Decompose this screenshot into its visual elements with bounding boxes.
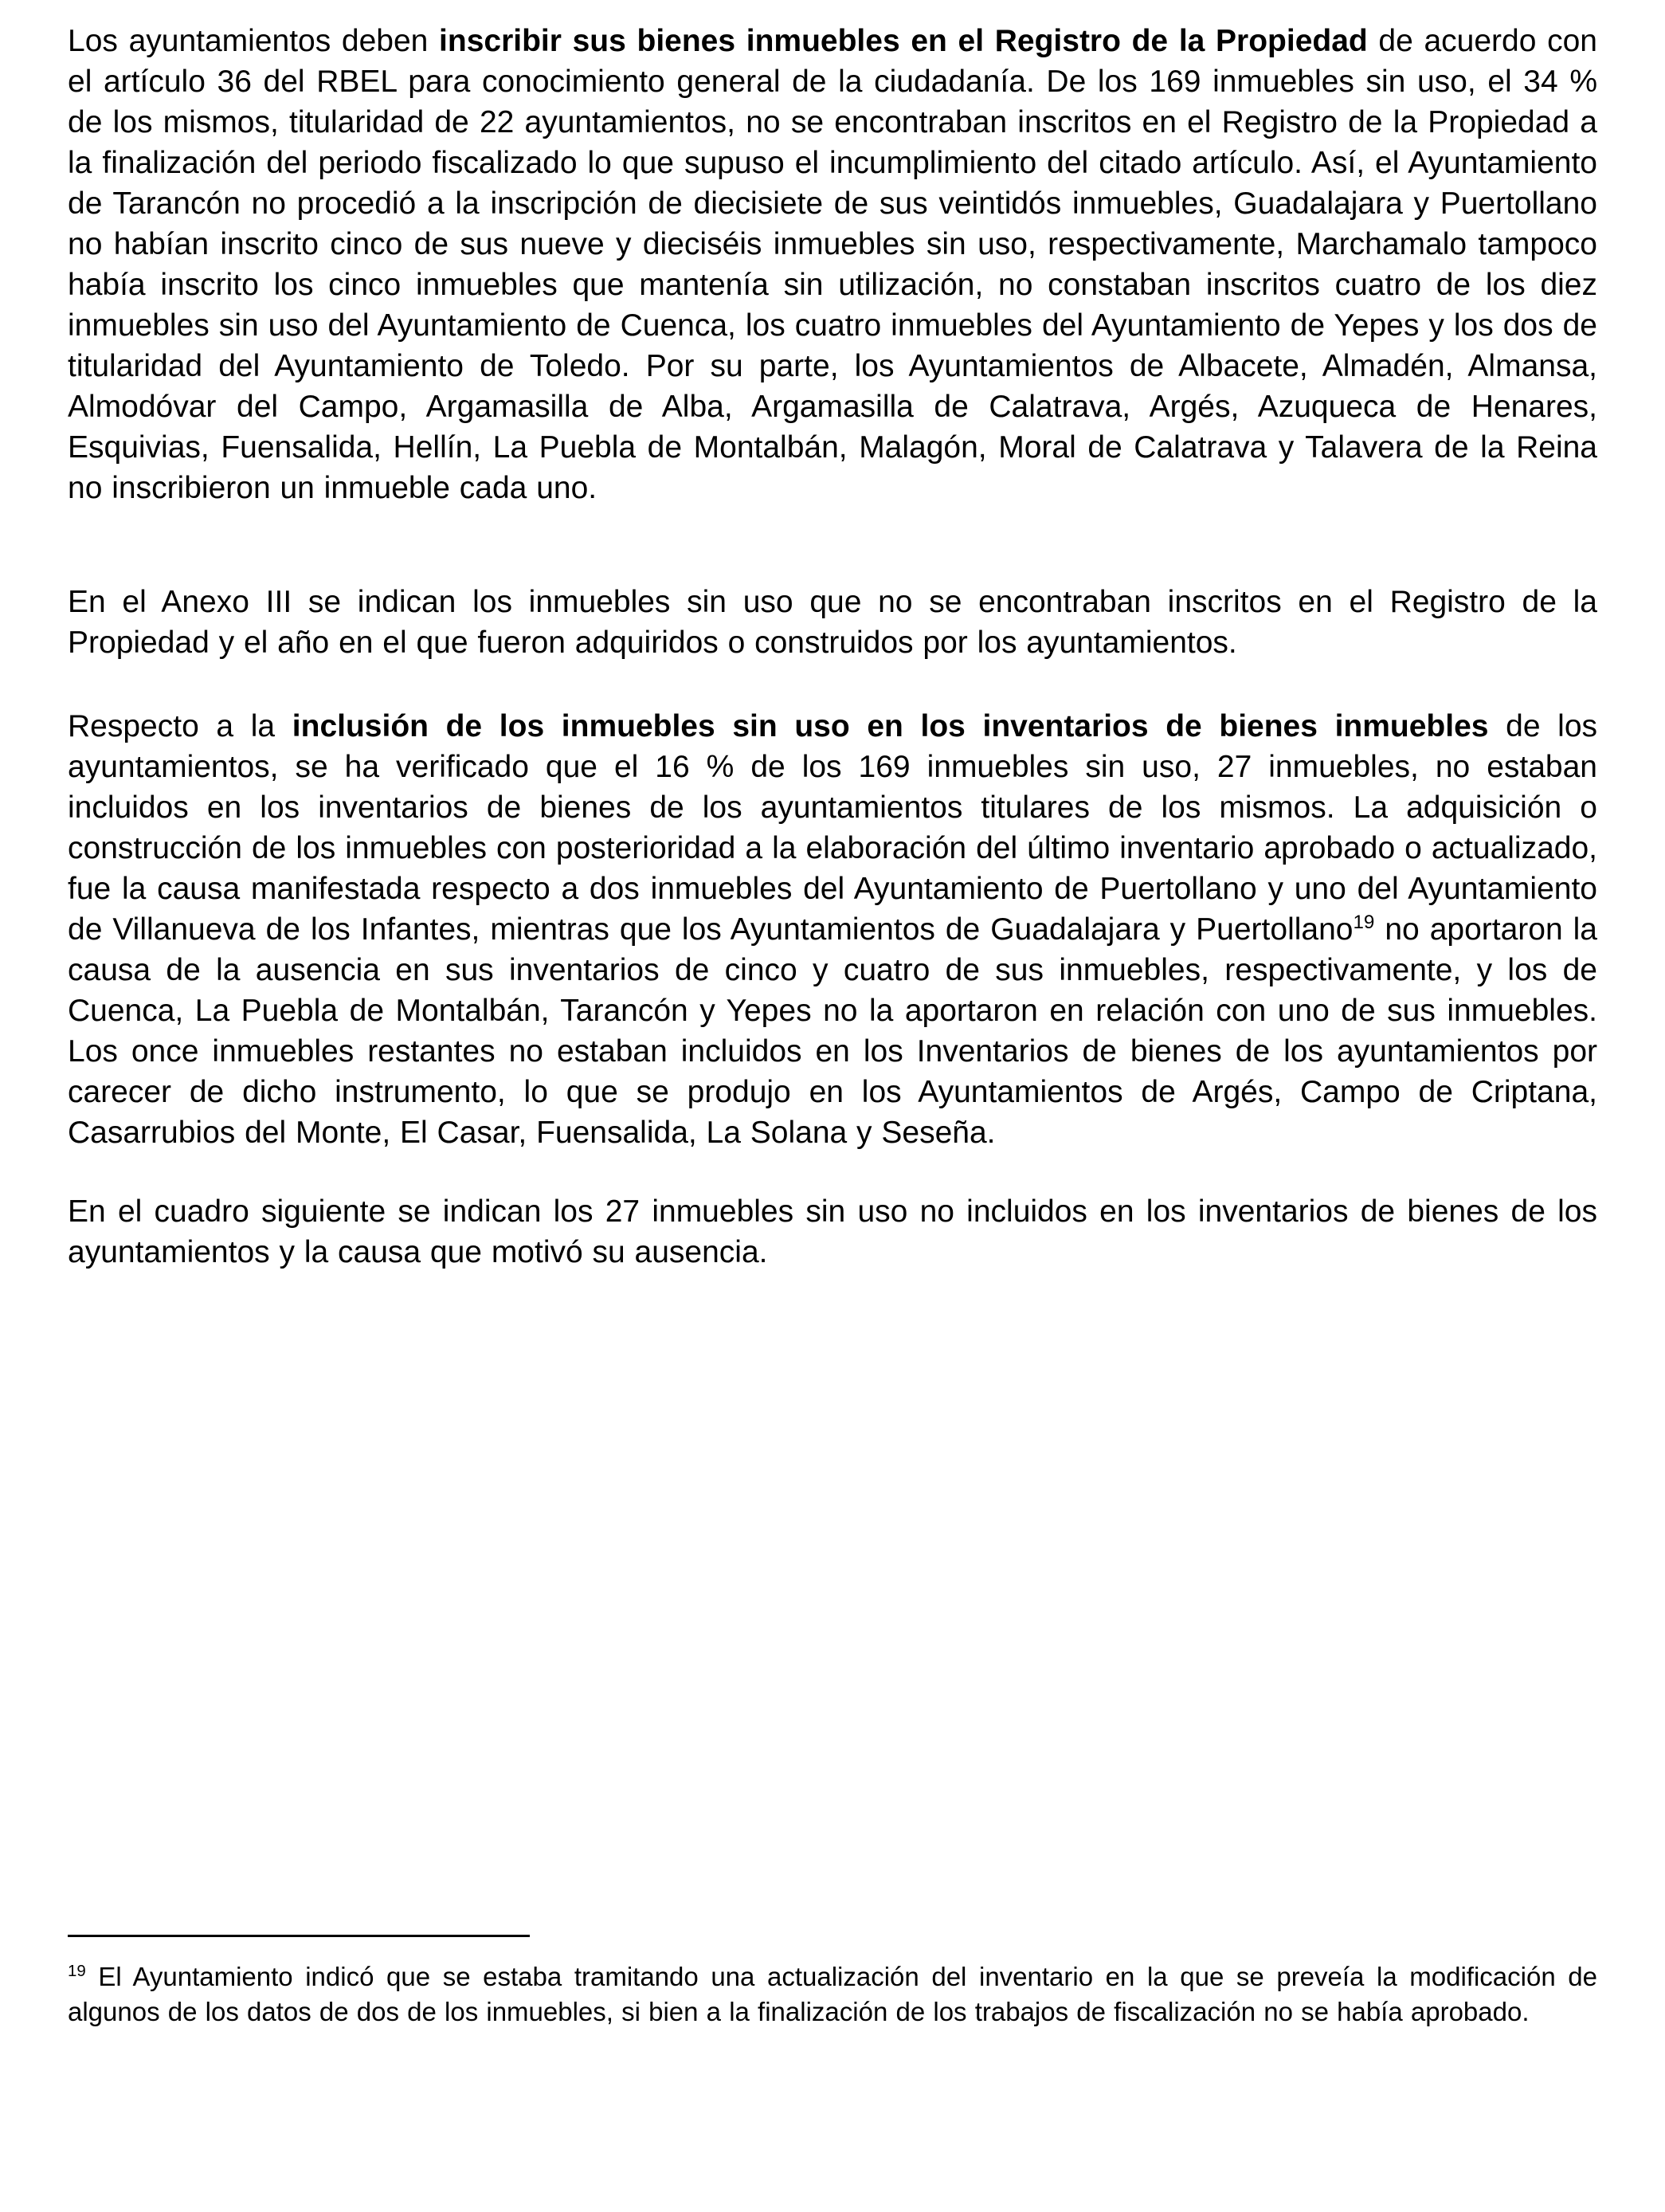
- paragraph-text: de los ayuntamientos, se ha verificado que el 16 % de los 169 inmuebles sin uso, 27 inmuebles, no estaban incluidos en los inventarios de bienes de los ayuntamientos titulares de los mismos. La adquisición o construcción de los inmuebles con posterioridad a la elaboración del último inventario aprobado o actualizado, fue la causa manifestada respecto a dos inmuebles del Ayuntamiento de Puertollano y uno del Ayuntamiento de Villanueva de los Infantes, mientras que los Ayuntamientos de Guadalajara y Puertollano: [68, 709, 1598, 947]
- footnote-marker: 19: [68, 1962, 86, 1980]
- paragraph-text: Los ayuntamientos deben: [68, 24, 440, 58]
- paragraph-registro-propiedad: [68, 21, 1597, 508]
- footnote-reference: 19: [1353, 912, 1375, 933]
- paragraph-text: no aportaron la causa de la ausencia en sus inventarios de cinco y cuatro de sus inmuebles, respectivamente, y los de Cuenca, La Puebla de Montalbán, Tarancón y Yepes no la aportaron en relación con uno de sus inmuebles. Los once inmuebles restantes no estaban incluidos en los Inventarios de bienes de los ayuntamientos por carecer de dicho instrumento, lo que se produjo en los Ayuntamientos de Argés, Campo de Criptana, Casarrubios del Monte, El Casar, Fuensalida, La Solana y Seseña.: [68, 912, 1597, 1150]
- paragraph-spacer: [68, 508, 1597, 582]
- paragraph-inventarios: [68, 706, 1597, 1153]
- paragraph-spacer: [68, 1153, 1597, 1191]
- paragraph-text: En el cuadro siguiente se indican los 27 inmuebles sin uso no incluidos en los inventarios de bienes de los ayuntamientos y la causa que motivó su ausencia.: [68, 1194, 1597, 1269]
- bold-run-inventarios: inclusión de los inmuebles sin uso en los inventarios de bienes inmuebles: [292, 709, 1489, 743]
- paragraph-text: En el Anexo III se indican los inmuebles sin uso que no se encontraban inscritos en el Registro de la Propiedad y el año en el que fueron adquiridos o construidos por los ayuntamientos.: [68, 585, 1597, 660]
- footnote-text: El Ayuntamiento indicó que se estaba tramitando una actualización del inventario en la que se preveía la modificación de algunos de los datos de dos de los inmuebles, si bien a la finalización de los trabajos de fiscalización no se había aprobado.: [68, 1962, 1597, 2026]
- paragraph-cuadro-siguiente: [68, 1191, 1597, 1273]
- paragraph-text: Respecto a la: [68, 709, 292, 743]
- footnote: [68, 1959, 1597, 2030]
- paragraph-anexo-iii: [68, 582, 1597, 663]
- paragraph-spacer: [68, 663, 1597, 706]
- bold-run-registro-propiedad: inscribir sus bienes inmuebles en el Registro de la Propiedad: [439, 24, 1368, 58]
- paragraph-text: de acuerdo con el artículo 36 del RBEL para conocimiento general de la ciudadanía. De los 169 inmuebles sin uso, el 34 % de los mismos, titularidad de 22 ayuntamientos, no se encontraban inscritos en el Registro de la Propiedad a la finalización del periodo fiscalizado lo que supuso el incumplimiento del citado artículo. Así, el Ayuntamiento de Tarancón no procedió a la inscripción de diecisiete de sus veintidós inmuebles, Guadalajara y Puertollano no habían inscrito cinco de sus nueve y dieciséis inmuebles sin uso, respectivamente, Marchamalo tampoco había inscrito los cinco inmuebles que mantenía sin utilización, no constaban inscritos cuatro de los diez inmuebles sin uso del Ayuntamiento de Cuenca, los cuatro inmuebles del Ayuntamiento de Yepes y los dos de titularidad del Ayuntamiento de Toledo. Por su parte, los Ayuntamientos de Albacete, Almadén, Almansa, Almodóvar del Campo, Argamasilla de Alba, Argamasilla de Calatrava, Argés, Azuqueca de Henares, Esquivias, Fuensalida, Hellín, La Puebla de Montalbán, Malagón, Moral de Calatrava y Talavera de la Reina no inscribieron un inmueble cada uno.: [68, 24, 1597, 505]
- footnote-area: [68, 1935, 1597, 2030]
- footnote-separator: [68, 1935, 530, 1937]
